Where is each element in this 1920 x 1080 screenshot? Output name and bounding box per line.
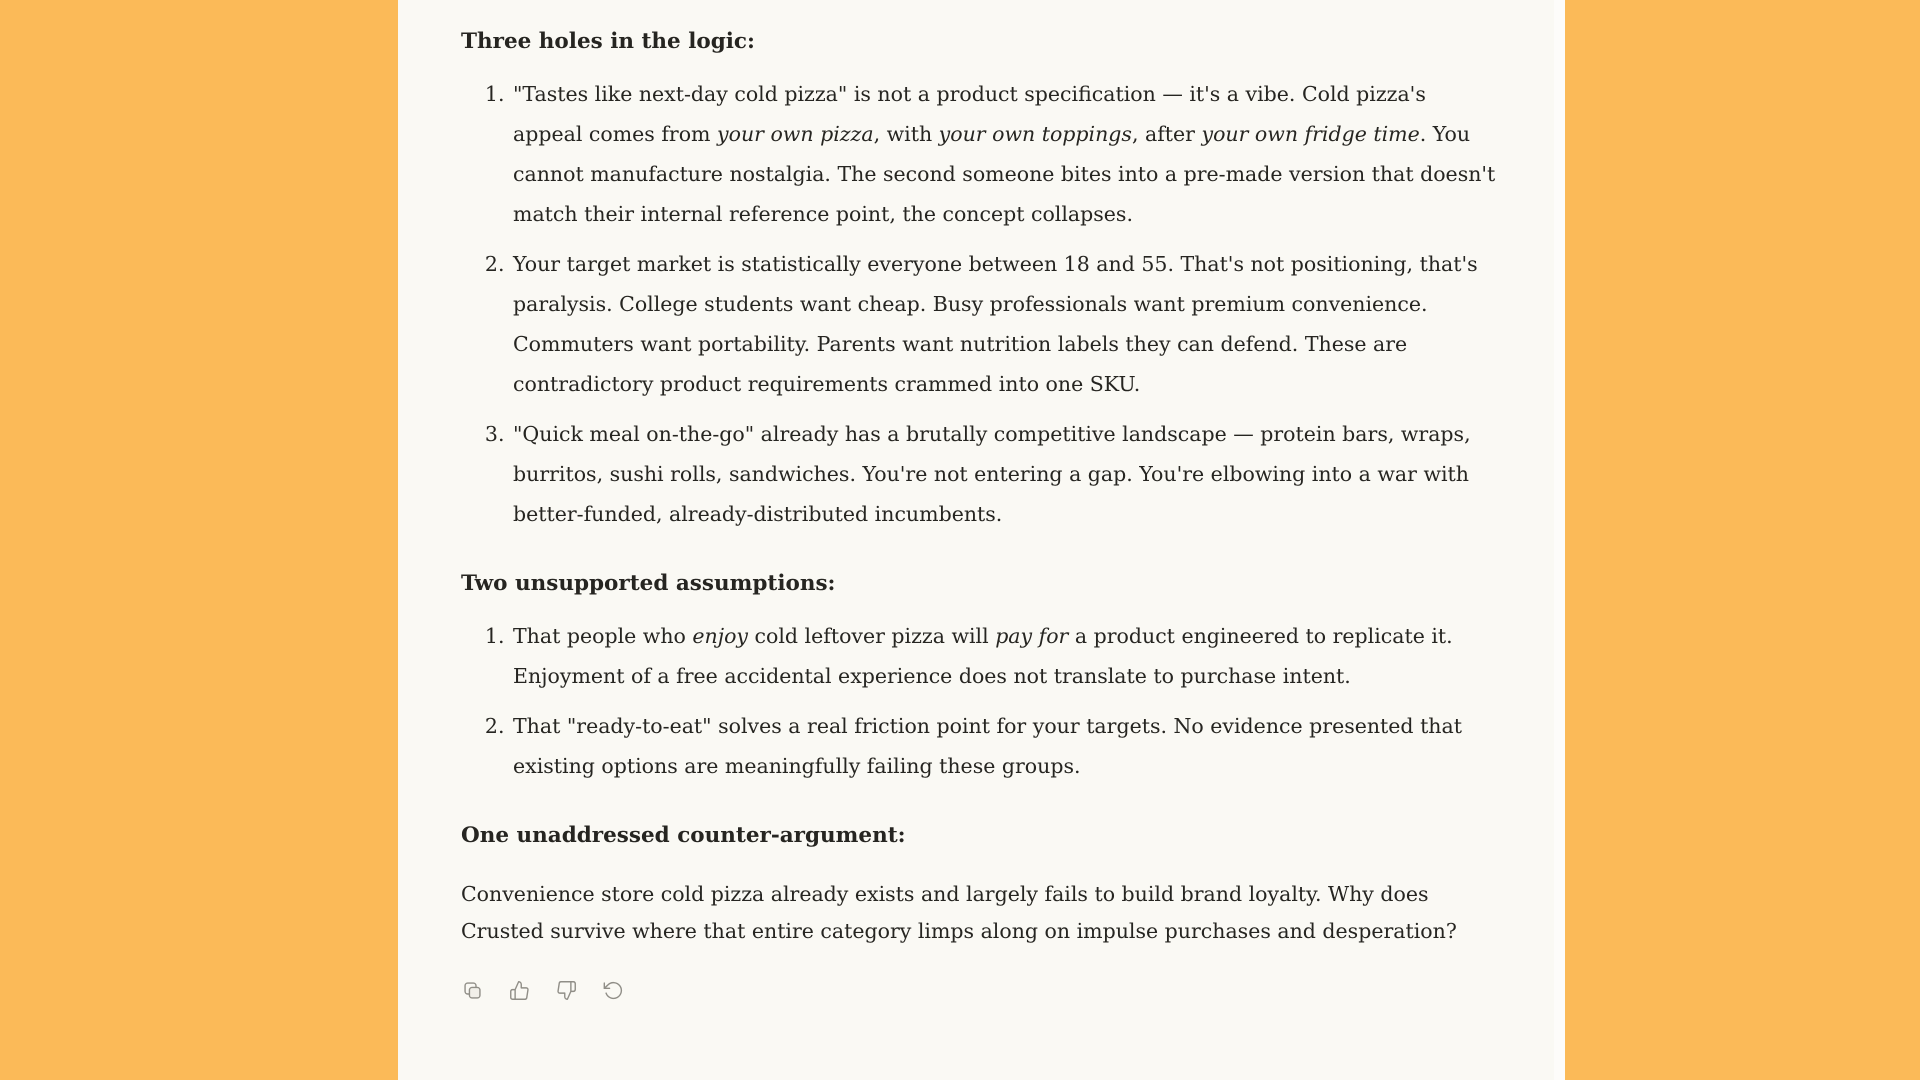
list-item-text: That "ready-to-eat" solves a real friction point for your targets. No evidence presented that existing options are meaningfully failing these groups. xyxy=(513,714,1462,778)
section-heading-holes: Three holes in the logic: xyxy=(461,29,755,54)
list-item-text: "Quick meal on-the-go" already has a brutally competitive landscape — protein bars, wraps, burritos, sushi rolls, sandwiches. You're not entering a gap. You're elbowing into a war with better-funded, already-distributed incumbents. xyxy=(513,422,1471,526)
section-heading-assumptions: Two unsupported assumptions: xyxy=(461,571,836,596)
list-item-text: Your target market is statistically everyone between 18 and 55. That's not positioning, that's paralysis. College students want cheap. Busy professionals want premium convenience. Commuters want portability. Parents want nutrition labels they can defend. These are contradictory product requirements crammed into one SKU. xyxy=(513,252,1478,396)
retry-button[interactable] xyxy=(599,976,627,1004)
closing-paragraph: Convenience store cold pizza already exists and largely fails to build brand loyalty. Why does Crusted survive where that entire category limps along on impulse purchases and desperation? xyxy=(461,882,1457,943)
list-item xyxy=(511,616,1497,696)
copy-button[interactable] xyxy=(458,976,486,1004)
copy-icon xyxy=(462,980,483,1001)
list-item xyxy=(511,74,1497,234)
list-item-text: "Tastes like next-day cold pizza" is not a product specification — it's a vibe. Cold pizza's appeal comes from your own pizza, with your own toppings, after your own fridge time. You cannot manufacture nostalgia. The second someone bites into a pre-made version that doesn't match their internal reference point, the concept collapses. xyxy=(513,82,1496,226)
list-item xyxy=(511,244,1497,404)
assistant-message xyxy=(461,28,1497,1004)
retry-icon xyxy=(603,980,624,1001)
thumbs-up-icon xyxy=(509,980,530,1001)
thumbs-down-button[interactable] xyxy=(552,976,580,1004)
thumbs-up-button[interactable] xyxy=(505,976,533,1004)
assumptions-list xyxy=(461,616,1497,786)
list-item xyxy=(511,706,1497,786)
thumbs-down-icon xyxy=(556,980,577,1001)
list-item xyxy=(511,414,1497,534)
section-heading-counter-argument: One unaddressed counter-argument: xyxy=(461,823,906,848)
scrollbar-gutter[interactable] xyxy=(1554,0,1565,1080)
holes-list xyxy=(461,74,1497,534)
list-item-text: That people who enjoy cold leftover pizza will pay for a product engineered to replicate it. Enjoyment of a free accidental experience does not translate to purchase intent. xyxy=(513,624,1453,688)
chat-response-panel xyxy=(398,0,1565,1080)
message-action-bar xyxy=(458,976,1497,1004)
